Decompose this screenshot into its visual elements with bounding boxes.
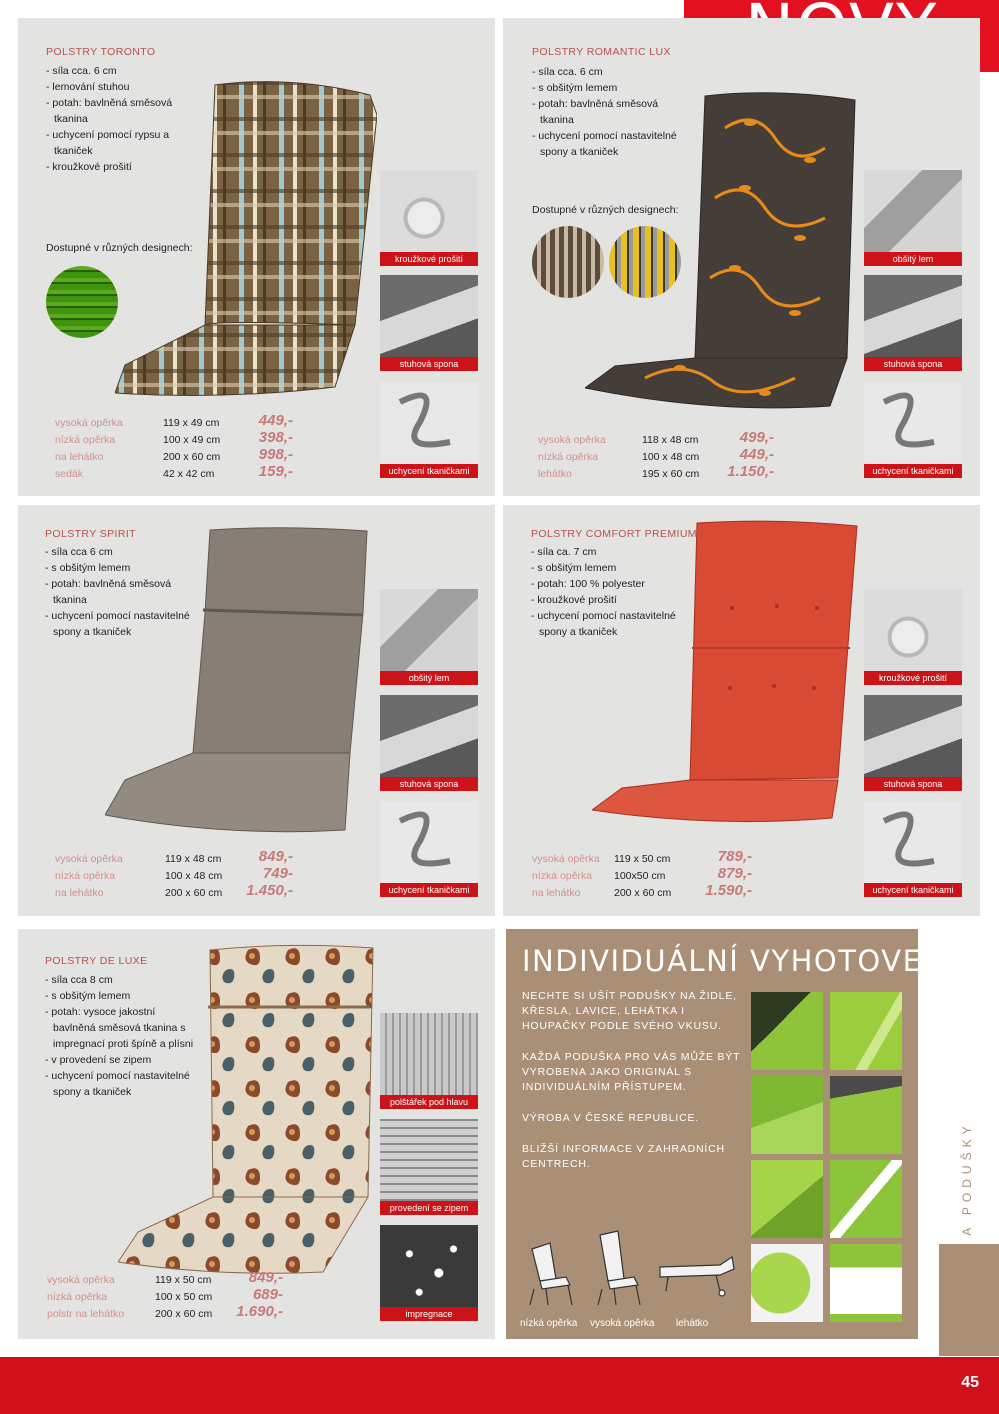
price-value: 998,- bbox=[258, 446, 293, 463]
feature-item: - síla cca. 6 cm bbox=[46, 63, 196, 79]
price-label: nízká opěrka bbox=[538, 451, 599, 463]
detail-thumb bbox=[864, 695, 962, 791]
feature-item: - kroužkové prošití bbox=[531, 592, 681, 608]
price-value: 849,- bbox=[248, 1269, 283, 1286]
price-row bbox=[55, 882, 300, 902]
price-size: 200 x 60 cm bbox=[155, 1308, 213, 1320]
comfort-price-table bbox=[532, 848, 772, 902]
chair-label: lehátko bbox=[676, 1318, 709, 1329]
price-size: 100 x 50 cm bbox=[155, 1291, 213, 1303]
feature-item: - uchycení pomocí rypsu a tkaniček bbox=[46, 127, 196, 159]
price-label: nízká opěrka bbox=[47, 1291, 108, 1303]
thumb-caption: uchycení tkaničkami bbox=[380, 883, 478, 897]
green-cushion-photo bbox=[830, 1076, 902, 1154]
price-row bbox=[538, 463, 778, 483]
price-label: nízká opěrka bbox=[532, 870, 593, 882]
feature-item: - s obšitým lemem bbox=[532, 80, 682, 96]
feature-item: - potah: bavlněná směsová tkanina bbox=[46, 95, 196, 127]
green-cushion-photo bbox=[751, 992, 823, 1070]
price-label: polstr na lehátko bbox=[47, 1308, 125, 1320]
tie-illustration bbox=[864, 801, 962, 883]
toronto-available-label: Dostupné v různých designech: bbox=[46, 242, 193, 254]
price-value: 1.150,- bbox=[727, 463, 774, 480]
individual-paragraph: BLIŽŠÍ INFORMACE V ZAHRADNÍCH CENTRECH. bbox=[522, 1143, 725, 1170]
price-size: 100x50 cm bbox=[614, 870, 666, 882]
feature-item: - uchycení pomocí nastavitelné spony a tkaniček bbox=[45, 608, 195, 640]
price-value: 159,- bbox=[258, 463, 293, 480]
price-row bbox=[47, 1303, 292, 1323]
chair-label: nízká opěrka bbox=[520, 1318, 578, 1329]
thumb-caption: uchycení tkaničkami bbox=[864, 883, 962, 897]
price-size: 200 x 60 cm bbox=[165, 887, 223, 899]
price-value: 789,- bbox=[717, 848, 752, 865]
price-value: 1.590,- bbox=[705, 882, 752, 899]
green-cushion-photo bbox=[830, 992, 902, 1070]
feature-item: - síla ca. 7 cm bbox=[531, 544, 681, 560]
thumb-caption: kroužkové prošití bbox=[380, 252, 478, 266]
price-value: 879,- bbox=[717, 865, 752, 882]
price-size: 100 x 48 cm bbox=[165, 870, 223, 882]
price-label: vysoká opěrka bbox=[532, 853, 600, 865]
price-value: 749- bbox=[262, 865, 293, 882]
deluxe-title: POLSTRY DE LUXE bbox=[45, 955, 148, 967]
deluxe-price-table bbox=[47, 1269, 292, 1323]
feature-item: - v provedení se zipem bbox=[45, 1052, 195, 1068]
thumb-caption: stuhová spona bbox=[380, 357, 478, 371]
feature-item: - síla cca. 6 cm bbox=[532, 64, 682, 80]
thumb-caption: provedení se zipem bbox=[380, 1201, 478, 1215]
romantic-available-label: Dostupné v různých designech: bbox=[532, 204, 679, 216]
price-value: 449,- bbox=[258, 412, 293, 429]
price-label: lehátko bbox=[538, 468, 572, 480]
detail-thumb bbox=[864, 382, 962, 478]
price-value: 499,- bbox=[739, 429, 774, 446]
price-value: 1.690,- bbox=[236, 1303, 283, 1320]
price-value: 849,- bbox=[258, 848, 293, 865]
price-row bbox=[55, 463, 295, 483]
toronto-price-table bbox=[55, 412, 295, 483]
price-value: 689- bbox=[252, 1286, 283, 1303]
feature-item: - s obšitým lemem bbox=[45, 560, 195, 576]
price-size: 100 x 48 cm bbox=[642, 451, 700, 463]
spirit-title: POLSTRY SPIRIT bbox=[45, 528, 136, 540]
spirit-price-table bbox=[55, 848, 300, 902]
side-label bbox=[943, 1066, 989, 1336]
price-label: vysoká opěrka bbox=[55, 417, 123, 429]
price-size: 119 x 48 cm bbox=[165, 853, 222, 865]
price-size: 42 x 42 cm bbox=[163, 468, 215, 480]
feature-item: - potah: bavlněná směsová tkanina bbox=[532, 96, 682, 128]
detail-thumb bbox=[380, 275, 478, 371]
romantic-title: POLSTRY ROMANTIC LUX bbox=[532, 46, 671, 58]
green-cushion-photo bbox=[830, 1160, 902, 1238]
comfort-cushion-image bbox=[592, 518, 864, 828]
price-label: na lehátko bbox=[532, 887, 581, 899]
detail-thumb bbox=[864, 275, 962, 371]
price-size: 119 x 50 cm bbox=[614, 853, 671, 865]
price-label: vysoká opěrka bbox=[47, 1274, 115, 1286]
price-size: 200 x 60 cm bbox=[614, 887, 672, 899]
individual-title: INDIVIDUÁLNÍ VYHOTOVENÍ bbox=[522, 944, 956, 978]
thumb-caption: obšitý lem bbox=[380, 671, 478, 685]
spirit-cushion-image bbox=[105, 525, 373, 835]
detail-thumb bbox=[380, 1225, 478, 1321]
detail-thumb bbox=[864, 589, 962, 685]
price-row bbox=[532, 882, 772, 902]
toronto-title: POLSTRY TORONTO bbox=[46, 46, 156, 58]
price-value: 449,- bbox=[739, 446, 774, 463]
price-label: na lehátko bbox=[55, 887, 104, 899]
price-label: vysoká opěrka bbox=[55, 853, 123, 865]
price-label: nízká opěrka bbox=[55, 434, 116, 446]
thumb-caption: impregnace bbox=[380, 1307, 478, 1321]
thumb-caption: kroužkové prošití bbox=[864, 671, 962, 685]
tie-illustration bbox=[864, 382, 962, 464]
feature-item: - s obšitým lemem bbox=[45, 988, 195, 1004]
price-label: nízká opěrka bbox=[55, 870, 116, 882]
toronto-cushion-image bbox=[115, 75, 377, 400]
price-label: na lehátko bbox=[55, 451, 104, 463]
thumb-caption: stuhová spona bbox=[864, 357, 962, 371]
thumb-caption: polštářek pod hlavu bbox=[380, 1095, 478, 1109]
toronto-swatch-green bbox=[46, 266, 118, 338]
detail-thumb bbox=[380, 170, 478, 266]
feature-item: - lemování stuhou bbox=[46, 79, 196, 95]
green-cushion-photo bbox=[830, 1244, 902, 1322]
side-label-text: POLSTRY A PODUŠKY bbox=[960, 1121, 974, 1334]
page-number: 45 bbox=[961, 1374, 979, 1391]
detail-thumb bbox=[380, 1013, 478, 1109]
tie-illustration bbox=[380, 801, 478, 883]
feature-item: - kroužkové prošití bbox=[46, 159, 196, 175]
thumb-caption: stuhová spona bbox=[380, 777, 478, 791]
green-cushion-photo bbox=[751, 1076, 823, 1154]
comfort-title: POLSTRY COMFORT PREMIUM bbox=[531, 528, 697, 540]
price-size: 119 x 50 cm bbox=[155, 1274, 212, 1286]
feature-item: - potah: vysoce jakostní bavlněná směsová tkanina s impregnací proti špíně a plísni bbox=[45, 1004, 195, 1052]
feature-item: - síla cca 8 cm bbox=[45, 972, 195, 988]
thumb-caption: obšitý lem bbox=[864, 252, 962, 266]
price-value: 1.450,- bbox=[246, 882, 293, 899]
price-label: sedák bbox=[55, 468, 84, 480]
price-size: 195 x 60 cm bbox=[642, 468, 700, 480]
romantic-price-table bbox=[538, 429, 778, 483]
thumb-caption: stuhová spona bbox=[864, 777, 962, 791]
green-cushion-photo bbox=[751, 1160, 823, 1238]
individual-paragraph: KAŽDÁ PODUŠKA PRO VÁS MŮŽE BÝT VYROBENA JAKO ORIGINÁL S INDIVIDUÁLNÍM PŘÍSTUPEM. bbox=[522, 1051, 741, 1093]
deluxe-cushion-image bbox=[118, 942, 380, 1277]
tie-illustration bbox=[380, 382, 478, 464]
romantic-cushion-image bbox=[585, 88, 860, 413]
individual-text bbox=[522, 989, 747, 1188]
detail-thumb bbox=[380, 695, 478, 791]
footer-bar bbox=[0, 1357, 999, 1414]
price-label: vysoká opěrka bbox=[538, 434, 606, 446]
detail-thumb bbox=[864, 801, 962, 897]
feature-item: - potah: 100 % polyester bbox=[531, 576, 681, 592]
price-size: 100 x 49 cm bbox=[163, 434, 221, 446]
detail-thumb bbox=[380, 382, 478, 478]
price-value: 398,- bbox=[258, 429, 293, 446]
price-size: 200 x 60 cm bbox=[163, 451, 221, 463]
individual-paragraph: NECHTE SI UŠÍT PODUŠKY NA ŽIDLE, KŘESLA, LAVICE, LEHÁTKA I HOUPAČKY PODLE SVÉHO VKUSU. bbox=[522, 990, 737, 1032]
price-size: 118 x 48 cm bbox=[642, 434, 699, 446]
feature-item: - síla cca 6 cm bbox=[45, 544, 195, 560]
price-size: 119 x 49 cm bbox=[163, 417, 220, 429]
feature-item: - s obšitým lemem bbox=[531, 560, 681, 576]
detail-thumb bbox=[380, 1119, 478, 1215]
green-cushion-photo bbox=[751, 1244, 823, 1322]
feature-item: - uchycení pomocí nastavitelné spony a tkaniček bbox=[45, 1068, 195, 1100]
thumb-caption: uchycení tkaničkami bbox=[380, 464, 478, 478]
thumb-caption: uchycení tkaničkami bbox=[864, 464, 962, 478]
individual-paragraph: VÝROBA V ČESKÉ REPUBLICE. bbox=[522, 1112, 699, 1124]
detail-thumb bbox=[380, 801, 478, 897]
chair-label: vysoká opěrka bbox=[590, 1318, 655, 1329]
detail-thumb bbox=[864, 170, 962, 266]
feature-item: - uchycení pomocí nastavitelné spony a tkaniček bbox=[532, 128, 682, 160]
feature-item: - uchycení pomocí nastavitelné spony a tkaniček bbox=[531, 608, 681, 640]
detail-thumb bbox=[380, 589, 478, 685]
feature-item: - potah: bavlněná směsová tkanina bbox=[45, 576, 195, 608]
chair-illustrations bbox=[520, 1229, 740, 1309]
